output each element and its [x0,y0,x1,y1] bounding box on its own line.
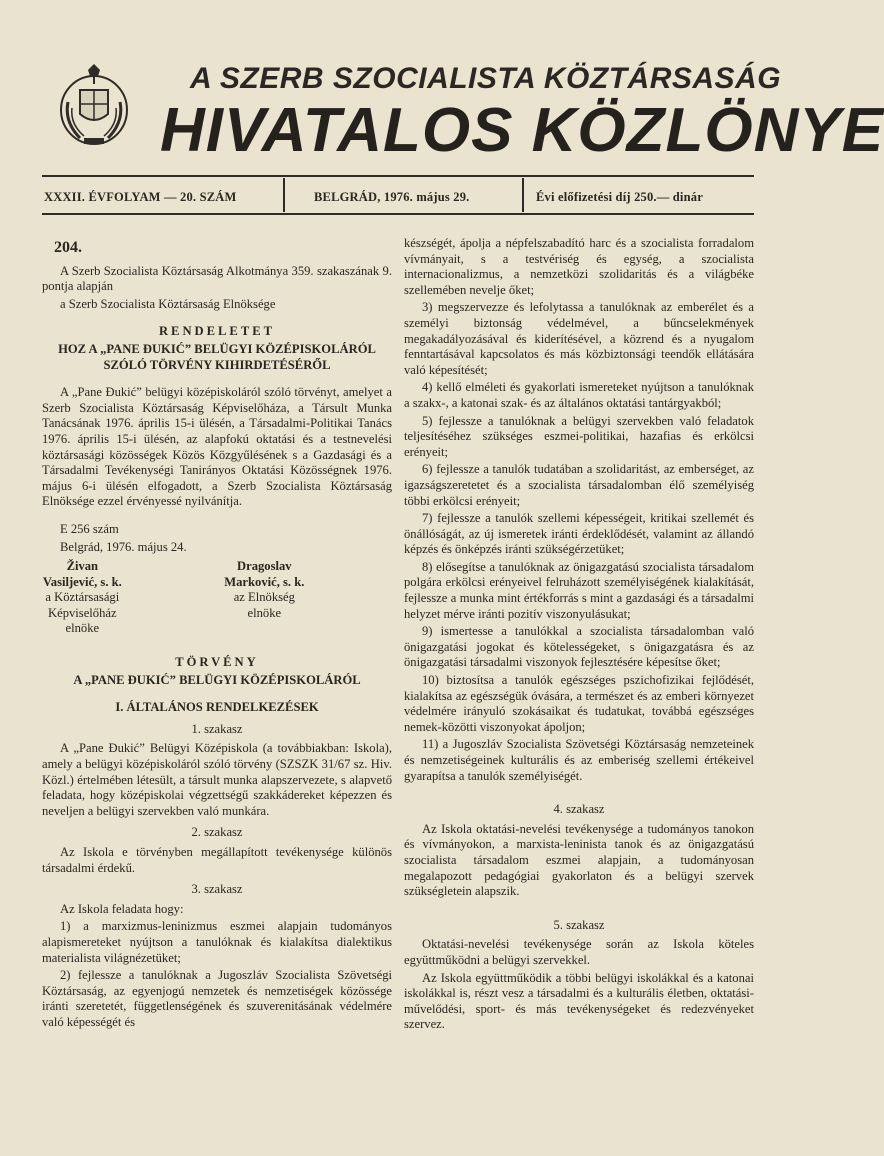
section-text: Az Iskola feladata hogy: [60,901,184,916]
section-text: 2) fejlessze a tanulóknak a Jugoszláv Szocialista Szövetségi Köztársaság, az egyenjogú nemzetek és nemzetiségek közössége iránti szeretetét, függetlenségének és szuverenitásának védelmére való képességét és [42,968,392,1029]
intro-text: A Szerb Szocialista Köztársaság Alkotmánya 359. szakaszának 9. pontja alapján [42,263,392,294]
section-text: Az Iskola együttműködik a többi belügyi iskolákkal és a katonai iskolákkal is, részt vesz a társadalmi és a kulturális életben, oktatási-művelődési, sport- és más tevékenységeket és redezvényeket szervez. [404,970,754,1032]
header-divider [283,178,285,212]
section-text: 7) fejlessze a tanulók szellemi képességeit, kritikai szellemét és önállóságát, az új ismeretek iránti érdeklődését, valamint az állandó képzés és önképzés iránti szükségérzetüket; [404,511,754,557]
section-heading: 3. szakasz [191,882,243,897]
issue-subscription: Évi előfizetési díj 250.— dinár [536,190,703,204]
reference-number: E 256 szám [60,521,119,536]
masthead-line2: HIVATALOS KÖZLÖNYE [160,96,884,165]
decree-title: RENDELETET [158,324,276,339]
reference-date: Belgrád, 1976. május 24. [60,539,187,554]
signatory-name: Dragoslav Marković, s. k. [224,559,305,589]
header-divider [522,178,524,212]
signatory-title: az Elnökség elnöke [233,590,295,620]
section-heading: 2. szakasz [191,825,243,840]
header-rule-bottom [42,213,754,215]
section-text: 1) a marxizmus-leninizmus eszmei alapjain tudományos alapismereteket nyújtson a tanulóknak és kialakítsa dialektikus materialista világnézetüket; [42,919,392,965]
section-text: 3) megszervezze és lefolytassa a tanulóknak az emberélet és a személyi biztonság védelmével, a bűncselekmények megakadályozásával és kiderítésével, a közrend és a nyugalom fenntartásával kapcsolatos és más közbiztonsági teendők ellátására való képesítését; [404,300,754,377]
section-heading: 5. szakasz [553,917,605,932]
section-text: Oktatási-nevelési tevékenysége során az Iskola köteles együttműködni a belügyi szervekkel. [404,937,754,967]
section-text: 9) ismertesse a tanulókkal a szocialista társadalomban való önigazgatási jogokat és kötelességeket, s önigazgatásra és az önigazgatási társadalmi viszonyok fejlesztésére képesítse őket; [404,624,754,670]
coat-of-arms-icon [58,62,130,152]
section-text: 10) biztosítsa a tanulók egészséges pszichofizikai fejlődését, kialakítsa az egészségük óvására, a természet és az emberi környezet védelmére irányuló szokásaikat és tudatukat, továbbá egészséges nemek-közötti viszonyokat ápoljon; [404,673,754,734]
signatory-name: Živan Vasiljević, s. k. [42,559,122,589]
law-subtitle: A „PANE ĐUKIĆ” BELÜGYI KÖZÉPISKOLÁRÓL [73,672,361,687]
signatures [42,559,392,637]
right-column [404,236,754,1035]
left-column [42,236,392,1033]
law-title: TÖRVÉNY [175,655,259,670]
masthead-line1: A SZERB SZOCIALISTA KÖZTÁRSASÁG [190,62,782,95]
act-number: 204. [54,239,82,256]
signatory-title: a Köztársasági Képviselőház elnöke [45,590,120,636]
section-text: 4) kellő elméleti és gyakorlati ismereteket nyújtson a tanulóknak a szakx-, a katonai szak- és az általános oktatási tantárgyakból; [404,380,754,410]
decree-body: A „Pane Đukić” belügyi középiskoláról szóló törvényt, amelyet a Szerb Szocialista Köztársaság Képviselőháza, a Társult Munka Tanácsának 1976. április 15-i ülésén, a Társadalmi-Politikai Tanács 1976. április 15-i ülésén, az alapfokú oktatási és a testnevelési köztársasági közösségek Közös Közgyűlésének s a Gazdasági és a Társadalmi Tevékenységi Tanirányos Oktatási Közösségnek 1976. május 6-i ülésén elfogadott, a Szerb Szocialista Köztársaság Elnöksége ezzel érvényessé nyilvánítja. [42,385,392,509]
header-rule-top [42,175,754,177]
issue-place-date: BELGRÁD, 1976. május 29. [314,190,470,204]
chapter-heading: I. ÁLTALÁNOS RENDELKEZÉSEK [115,700,319,715]
section-text: készségét, ápolja a népfelszabadító harc és a szocialista forradalom vívmányait, s a testvériség és egység, a szocialista internacionalizmus, a nemzetközi szolidaritás és a világbéke szellemében nevelje őket; [404,236,754,297]
intro-text: a Szerb Szocialista Köztársaság Elnöksége [60,296,276,311]
section-text: Az Iskola e törvényben megállapított tevékenysége különös társadalmi érdekű. [42,845,392,875]
section-text: 11) a Jugoszláv Szocialista Szövetségi Köztársaság nemzeteinek és nemzetiségeinek kulturális és az emberiség szellemi értékeivel gyarapítsa a tanulók személyiségét. [404,737,754,783]
section-text: A „Pane Đukić” Belügyi Középiskola (a továbbiakban: Iskola), amely a belügyi középiskoláról szóló törvény (SZSZK 31/67 sz. Hiv. Közl.) értelmében létesült, a társult munka alapszervezete, s alapvető feladata, hogy középiskolai végzettségű szakkádereket képezzen és neveljen a belügyi szervekben való munkára. [42,741,392,818]
section-text: 6) fejlessze a tanulók tudatában a szolidaritást, az emberséget, az igazságszeretetet és a szocialista társadalomban élő személyiség többi erkölcsi erényeit; [404,462,754,508]
issue-volume: XXXII. ÉVFOLYAM — 20. SZÁM [44,190,237,204]
decree-subtitle: HOZ A „PANE ĐUKIĆ” BELÜGYI KÖZÉPISKOLÁRÓL SZÓLÓ TÖRVÉNY KIHIRDETÉSÉRŐL [58,341,376,372]
section-heading: 1. szakasz [191,721,243,736]
section-text: 5) fejlessze a tanulóknak a belügyi szervekben való feladatok teljesítéséhez szükséges eszmei-politikai, hazafias és erkölcsi erényeit; [404,413,754,459]
section-text: Az Iskola oktatási-nevelési tevékenysége a tudományos tanokon és vívmányokon, a marxista-leninista tanok és az önigazgatású szocialista társadalom eszmei alapjain, a tudományosan megalapozott pedagógiai gyakorlaton és a belügyi szervek szükségletein alapszik. [404,821,754,899]
section-heading: 4. szakasz [553,802,605,817]
section-text: 8) elősegítse a tanulóknak az önigazgatású szocialista társadalom polgára erkölcsi erényeivel felruházott személyiségének kialakítását, fejlessze a munka mint értékforrás s mint a gazdasági és a társadalmi helyzet mérve iránti pozitív viszonyulásukat; [404,559,754,621]
